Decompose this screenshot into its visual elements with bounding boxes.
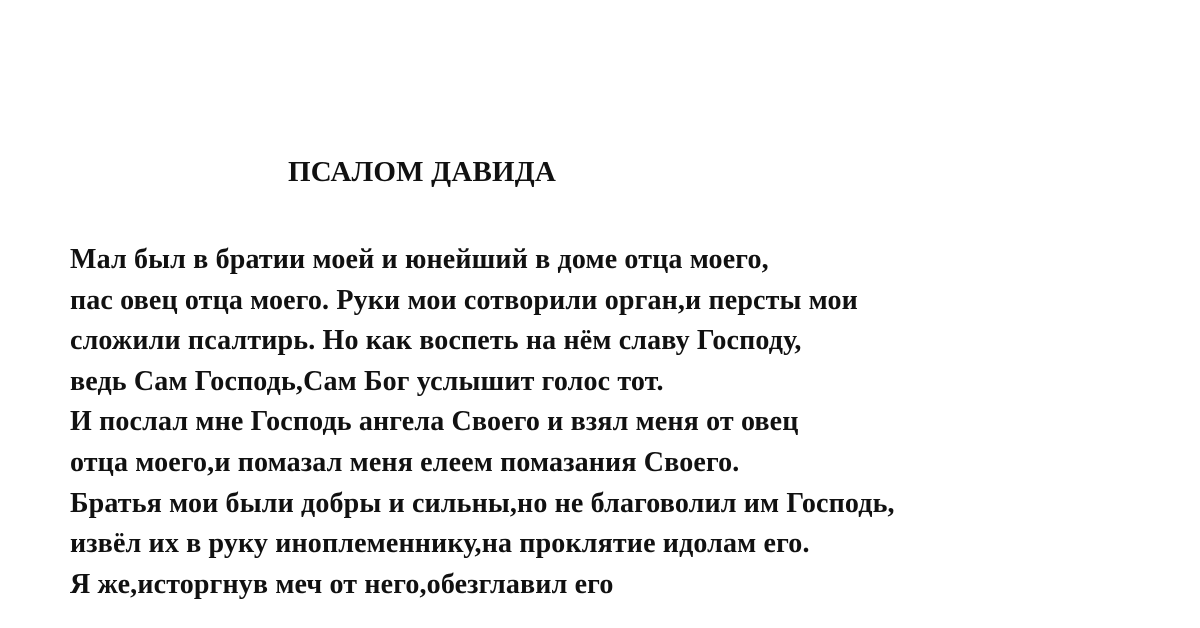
text-line: Мал был в братии моей и юнейший в доме отца моего, bbox=[70, 244, 769, 275]
document-title: ПСАЛОМ ДАВИДА bbox=[288, 156, 557, 188]
text-line: пас овец отца моего. Руки мои сотворили орган,и персты мои bbox=[70, 284, 858, 316]
text-line: отца моего,и помазал меня елеем помазания Своего. bbox=[70, 446, 740, 478]
text-line: сложили псалтирь. Но как воспеть на нём славу Господу, bbox=[70, 325, 802, 357]
document-body bbox=[70, 240, 1180, 605]
text-line: Я же,исторгнув меч от него,обезглавил его bbox=[70, 568, 614, 600]
text-line: Братья мои были добры и сильны,но не благоволил им Господь, bbox=[70, 487, 895, 519]
text-line: ведь Сам Господь,Сам Бог услышит голос тот. bbox=[70, 365, 664, 397]
text-line: И послал мне Господь ангела Своего и взял меня от овец bbox=[70, 406, 799, 438]
text-line: извёл их в руку иноплеменнику,на проклятие идолам его. bbox=[70, 528, 810, 560]
